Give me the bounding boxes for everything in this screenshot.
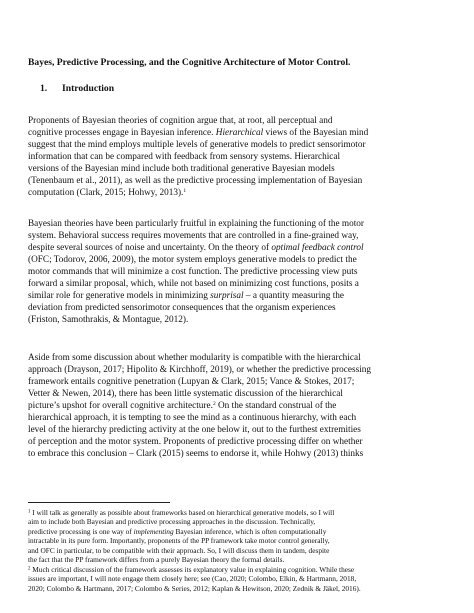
footnote-marker: 2 [212, 401, 216, 407]
text-line: system. Behavioral success requires movements that are controlled in a fine-grained way, [28, 231, 359, 241]
paragraph [28, 352, 458, 460]
text-line: versions of the Bayesian mind include both traditional generative Bayesian models [28, 164, 335, 174]
emphasis: implementing [133, 526, 174, 536]
text-line: Vetter & Newen, 2014), there has been little systematic discussion of the hierarchical [28, 389, 343, 399]
text-line: information that can be compared with feedback from sensory systems. Hierarchical [28, 152, 341, 162]
text-line: (Friston, Samothrakis, & Montague, 2012). [28, 315, 189, 325]
text-line: framework entails cognitive penetration (Lupyan & Clark, 2015; Vance & Stokes, 2017; [28, 377, 355, 387]
footnotes [28, 508, 458, 593]
text-line: hierarchical approach, it is tempting to see the mind as a continuous hierarchy, with each [28, 413, 357, 423]
text-line: to embrace this conclusion – Clark (2015) seems to endorse it, while Hohwy (2013) thinks [28, 449, 364, 459]
emphasis: surprisal [210, 291, 244, 301]
text-line: and OFC in particular, to be compatible with their approach. So, I will discuss them in tandem, despite [28, 545, 330, 555]
footnote-marker: 1 [183, 188, 187, 194]
text-line: motor commands that will minimize a cost function. The predictive processing view puts [28, 267, 358, 277]
footnote [28, 508, 458, 565]
text-line: $^1$ I will talk as generally as possible about frameworks based on hierarchical generative models, so I will [28, 508, 335, 517]
text-line: computation (Clark, 2015; Hohwy, 2013).$^1$ [28, 188, 187, 198]
emphasis: Hierarchical [215, 128, 264, 138]
text-line: forward a similar proposal, which, while not based on minimizing cost functions, posits a [28, 279, 359, 289]
text-line: (OFC; Todorov, 2006, 2009), the motor system employs generative models to predict the [28, 255, 357, 265]
text-line: level of the hierarchy predicting activity at the one below it, out to the furthest extremities [28, 425, 361, 435]
text-line: 2020; Colombo & Hartmann, 2017; Colombo & Series, 2012; Kaplan & Hewitson, 2020; Zednik & Jäkel, 2016). [28, 583, 361, 593]
text-line: intractable in its pure form. Importantly, proponents of the PP framework take motor control generally, [28, 536, 330, 546]
section-heading [40, 83, 114, 95]
section-title: Introduction [62, 83, 115, 94]
text-line: of perception and the motor system. Proponents of predictive processing differ on whether [28, 437, 363, 447]
emphasis: optimal feedback control [271, 243, 364, 253]
text-line: $^2$ Much critical discussion of the framework assesses its explanatory value in explaining cognition. While these [28, 564, 355, 574]
text-line: cognitive processes engage in Bayesian inference. Hierarchical views of the Bayesian mind [28, 128, 369, 138]
text-line: despite several sources of noise and uncertainty. On the theory of optimal feedback control [28, 243, 364, 253]
text-line: Proponents of Bayesian theories of cognition argue that, at root, all perceptual and [28, 116, 333, 126]
text-line: (Tenenbaum et al., 2011), as well as the predictive processing implementation of Bayesian [28, 176, 363, 186]
text-line: aim to include both Bayesian and predictive processing approaches in the discussion. Technically, [28, 517, 316, 527]
text-line: issues are important, I will note engage them closely here; see (Cao, 2020; Colombo, Elkin, & Hartmann, 2018, [28, 574, 357, 584]
text-line: picture’s upshot for overall cognitive architecture.$^2$ On the standard construal of the [28, 401, 337, 411]
footnote [28, 565, 458, 593]
text-line: predictive processing is one way of implementing Bayesian inference, which is often computationally [28, 526, 327, 536]
paragraph [28, 115, 458, 199]
text-line: Bayesian theories have been particularly fruitful in explaining the functioning of the motor [28, 219, 364, 229]
paper-title: Bayes, Predictive Processing, and the Cognitive Architecture of Motor Control. [28, 57, 351, 68]
text-line: similar role for generative models in minimizing surprisal – a quantity measuring the [28, 291, 345, 301]
text-line: approach (Drayson, 2017; Hipolito & Kirchhoff, 2019), or whether the predictive processing [28, 365, 372, 375]
text-line: suggest that the mind employs multiple levels of generative models to predict sensorimotor [28, 140, 366, 150]
footnote-marker: 2 [28, 566, 31, 572]
section-number: 1. [40, 83, 48, 94]
footnote-separator [28, 502, 170, 503]
paragraph [28, 218, 458, 326]
footnote-marker: 1 [28, 509, 31, 515]
text-line: the fact that the PP framework differs from a purely Bayesian theory the formal details. [28, 555, 285, 565]
text-line: Aside from some discussion about whether modularity is compatible with the hierarchical [28, 353, 361, 363]
text-line: deviation from predicted sensorimotor consequences that the organism experiences [28, 303, 336, 313]
